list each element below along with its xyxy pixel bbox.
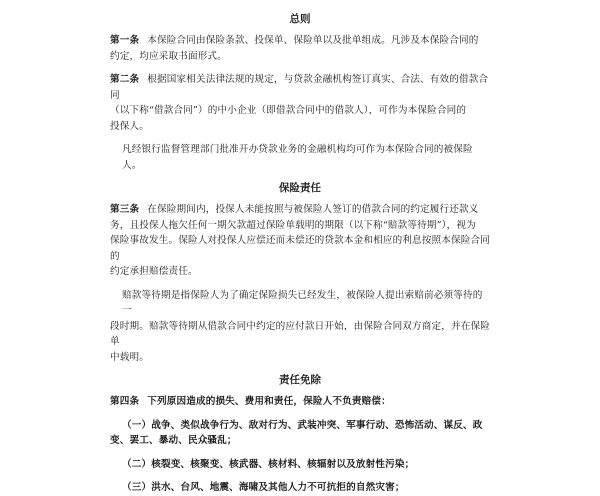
article-3-text-1: 在保险期间内，投保人未能按照与被保险人签订的借款合同的约定履行还款义 <box>147 204 479 215</box>
article-4 <box>110 394 490 410</box>
heading-exclusions: 责任免除 <box>279 374 321 386</box>
article-1-line-2: 约定，均应采取书面形式。 <box>110 50 227 62</box>
heading-general: 总则 <box>289 13 311 25</box>
article-3-line-4: 约定承担赔偿责任。 <box>110 266 198 277</box>
insured-line: 凡经银行监督管理部门批准开办贷款业务的金融机构均可作为本保险合同的被保险人。 <box>122 144 473 171</box>
exclusion-item-1 <box>110 418 490 449</box>
article-2-text-1: 根据国家相关法律法规的规定，与贷款金融机构签订真实、合法、有效的借款合同 <box>110 74 489 101</box>
article-4-line <box>110 394 490 410</box>
article-2-line-1 <box>110 72 490 103</box>
article-1-line-1 <box>110 33 490 49</box>
article-2-line-3: 投保人。 <box>110 120 149 132</box>
article-4-text: 下列原因造成的损失、费用和责任，保险人不负责赔偿： <box>147 396 391 407</box>
waiting-line-2: 段时期。赔款等待期从借款合同中约定的应付款日开始，由保险合同双方商定，并在保险单 <box>110 320 491 347</box>
exclusion-item-3 <box>110 480 490 496</box>
waiting-line-1: 赔款等待期是指保险人为了确定保险损失已经发生，被保险人提出索赔前必须等待的一 <box>122 289 483 316</box>
exclusion-item-3-line: （三）洪水、台风、地震、海啸及其他人力不可抗拒的自然灾害； <box>122 482 405 493</box>
exclusion-item-2 <box>110 457 490 473</box>
article-3-line-1 <box>110 202 490 218</box>
article-2-line-2: （以下称“借款合同”）的中小企业（即借款合同中的借款人），可作为本保险合同的 <box>110 105 467 116</box>
waiting-line-3: 中载明。 <box>110 351 149 363</box>
article-1 <box>110 33 490 64</box>
exclusion-item-1-line-2: 变、罢工、暴动、民众骚乱； <box>110 435 237 446</box>
article-3-line-3: 保险事故发生。保险人对投保人应偿还而未偿还的贷款本金和相应的利息按照本保险合同的 <box>110 235 491 262</box>
article-1-text-1: 本保险合同由保险条款、投保单、保险单以及批单组成。凡涉及本保险合同的 <box>147 35 479 46</box>
waiting-period-paragraph <box>110 288 490 366</box>
exclusion-item-1-line-1: （一）战争、类似战争行为、敌对行为、武装冲突、军事行动、恐怖活动、谋反、政 <box>122 419 483 431</box>
exclusion-item-2-line: （二）核裂变、核聚变、核武器、核材料、核辐射以及放射性污染； <box>122 458 415 470</box>
article-3-label: 第三条 <box>110 204 140 215</box>
article-4-label: 第四条 <box>110 396 140 407</box>
article-2-label: 第二条 <box>110 74 140 85</box>
article-2 <box>110 72 490 134</box>
heading-liability: 保险责任 <box>279 182 321 194</box>
insured-paragraph <box>110 142 490 173</box>
article-1-label: 第一条 <box>110 35 140 46</box>
article-3 <box>110 202 490 280</box>
article-3-line-2: 务，且投保人拖欠任何一期欠款超过保险单载明的期限（以下称“赔款等待期”），视为 <box>110 219 476 231</box>
